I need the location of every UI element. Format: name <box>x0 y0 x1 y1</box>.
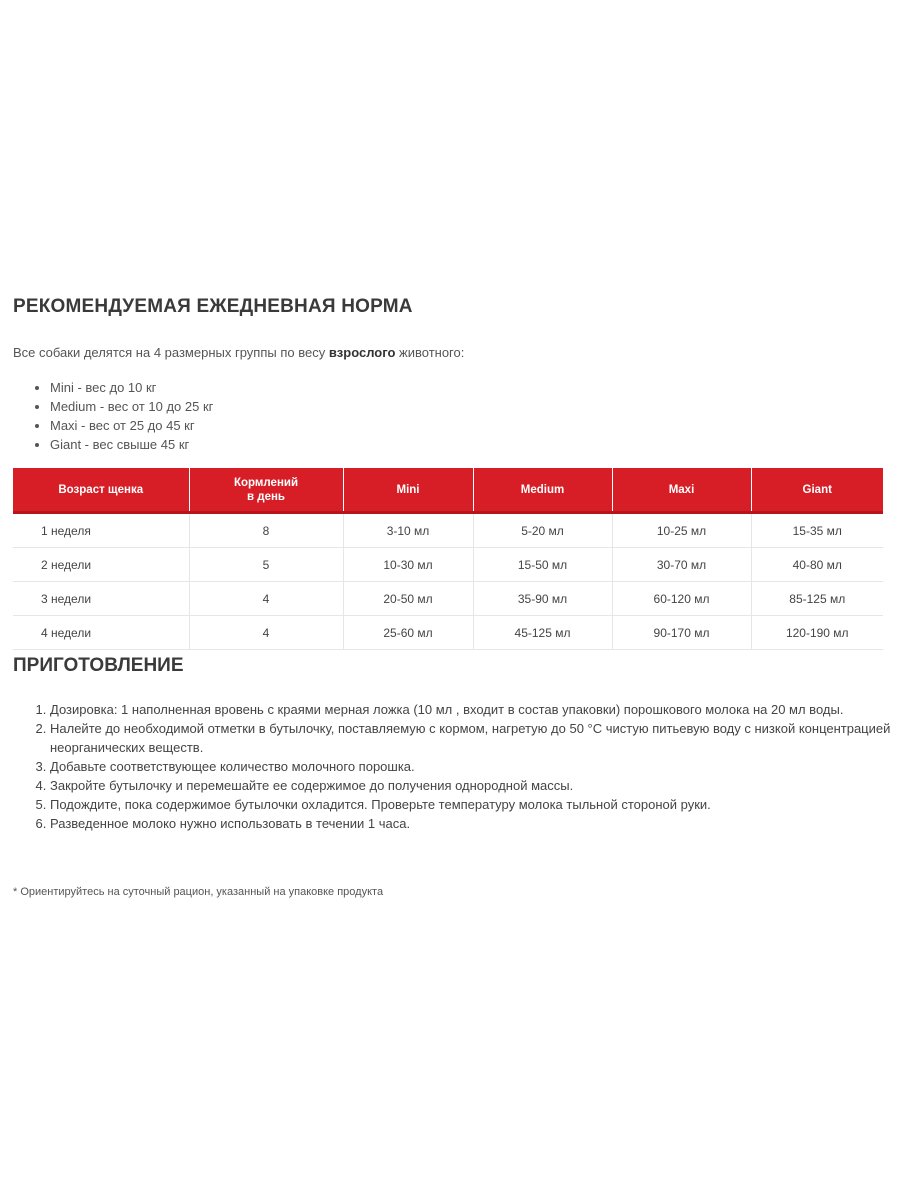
cell-mini: 3-10 мл <box>343 513 473 548</box>
preparation-step: 3. Добавьте соответствующее количество молочного порошка. <box>50 757 900 776</box>
cell-age: 2 недели <box>13 548 189 582</box>
cell-maxi: 30-70 мл <box>612 548 751 582</box>
cell-feedings: 5 <box>189 548 343 582</box>
cell-feedings: 4 <box>189 582 343 616</box>
cell-medium: 35-90 мл <box>473 582 612 616</box>
table-row <box>13 616 883 650</box>
preparation-step: 4. Закройте бутылочку и перемешайте ее содержимое до получения однородной массы. <box>50 776 900 795</box>
cell-mini: 10-30 мл <box>343 548 473 582</box>
preparation-step: 1. Дозировка: 1 наполненная вровень с краями мерная ложка (10 мл , входит в состав упаковки) порошкового молока на 20 мл воды. <box>50 700 900 719</box>
table-row <box>13 513 883 548</box>
cell-maxi: 10-25 мл <box>612 513 751 548</box>
header-feedings-line1: Кормлений <box>233 476 299 489</box>
header-feedings-line2: в день <box>247 490 285 503</box>
cell-maxi: 90-170 мл <box>612 616 751 650</box>
cell-medium: 5-20 мл <box>473 513 612 548</box>
size-groups-list <box>30 378 213 454</box>
table-header <box>13 468 883 513</box>
cell-feedings: 4 <box>189 616 343 650</box>
cell-medium: 45-125 мл <box>473 616 612 650</box>
cell-giant: 15-35 мл <box>751 513 883 548</box>
cell-mini: 25-60 мл <box>343 616 473 650</box>
cell-feedings: 8 <box>189 513 343 548</box>
cell-age: 4 недели <box>13 616 189 650</box>
cell-maxi: 60-120 мл <box>612 582 751 616</box>
header-age: Возраст щенка <box>13 468 189 513</box>
size-group-item: • Maxi - вес от 25 до 45 кг <box>50 416 213 435</box>
preparation-step: 6. Разведенное молоко нужно использовать в течении 1 часа. <box>50 814 900 833</box>
header-giant: Giant <box>751 468 883 513</box>
table-body <box>13 513 883 650</box>
daily-norm-title: РЕКОМЕНДУЕМАЯ ЕЖЕДНЕВНАЯ НОРМА <box>13 296 413 317</box>
cell-giant: 85-125 мл <box>751 582 883 616</box>
size-group-item: • Mini - вес до 10 кг <box>50 378 213 397</box>
cell-age: 3 недели <box>13 582 189 616</box>
cell-mini: 20-50 мл <box>343 582 473 616</box>
header-feedings <box>189 468 343 513</box>
table-row <box>13 582 883 616</box>
preparation-steps <box>18 700 900 833</box>
preparation-step: 5. Подождите, пока содержимое бутылочки охладится. Проверьте температуру молока тыльной стороной руки. <box>50 795 900 814</box>
cell-giant: 120-190 мл <box>751 616 883 650</box>
cell-age: 1 неделя <box>13 513 189 548</box>
size-groups-intro <box>13 345 464 360</box>
table-row <box>13 548 883 582</box>
size-group-item: • Giant - вес свыше 45 кг <box>50 435 213 454</box>
intro-text-bold: взрослого <box>328 345 396 360</box>
cell-medium: 15-50 мл <box>473 548 612 582</box>
size-group-item: • Medium - вес от 10 до 25 кг <box>50 397 213 416</box>
table-header-row <box>13 468 883 513</box>
intro-text-end: животного: <box>395 345 465 360</box>
header-mini: Mini <box>343 468 473 513</box>
cell-giant: 40-80 мл <box>751 548 883 582</box>
intro-text-start: Все собаки делятся на 4 размерных группы по весу <box>13 345 329 360</box>
feeding-table-wrapper <box>13 468 883 650</box>
header-maxi: Maxi <box>612 468 751 513</box>
footnote: * Ориентируйтесь на суточный рацион, указанный на упаковке продукта <box>13 886 384 898</box>
feeding-table <box>13 468 883 650</box>
preparation-title: ПРИГОТОВЛЕНИЕ <box>13 655 184 676</box>
preparation-step: 2. Налейте до необходимой отметки в бутылочку, поставляемую с кормом, нагретую до 50 °С чистую питьевую воду с низкой концентрацией неорганических веществ. <box>50 719 900 757</box>
header-medium: Medium <box>473 468 612 513</box>
